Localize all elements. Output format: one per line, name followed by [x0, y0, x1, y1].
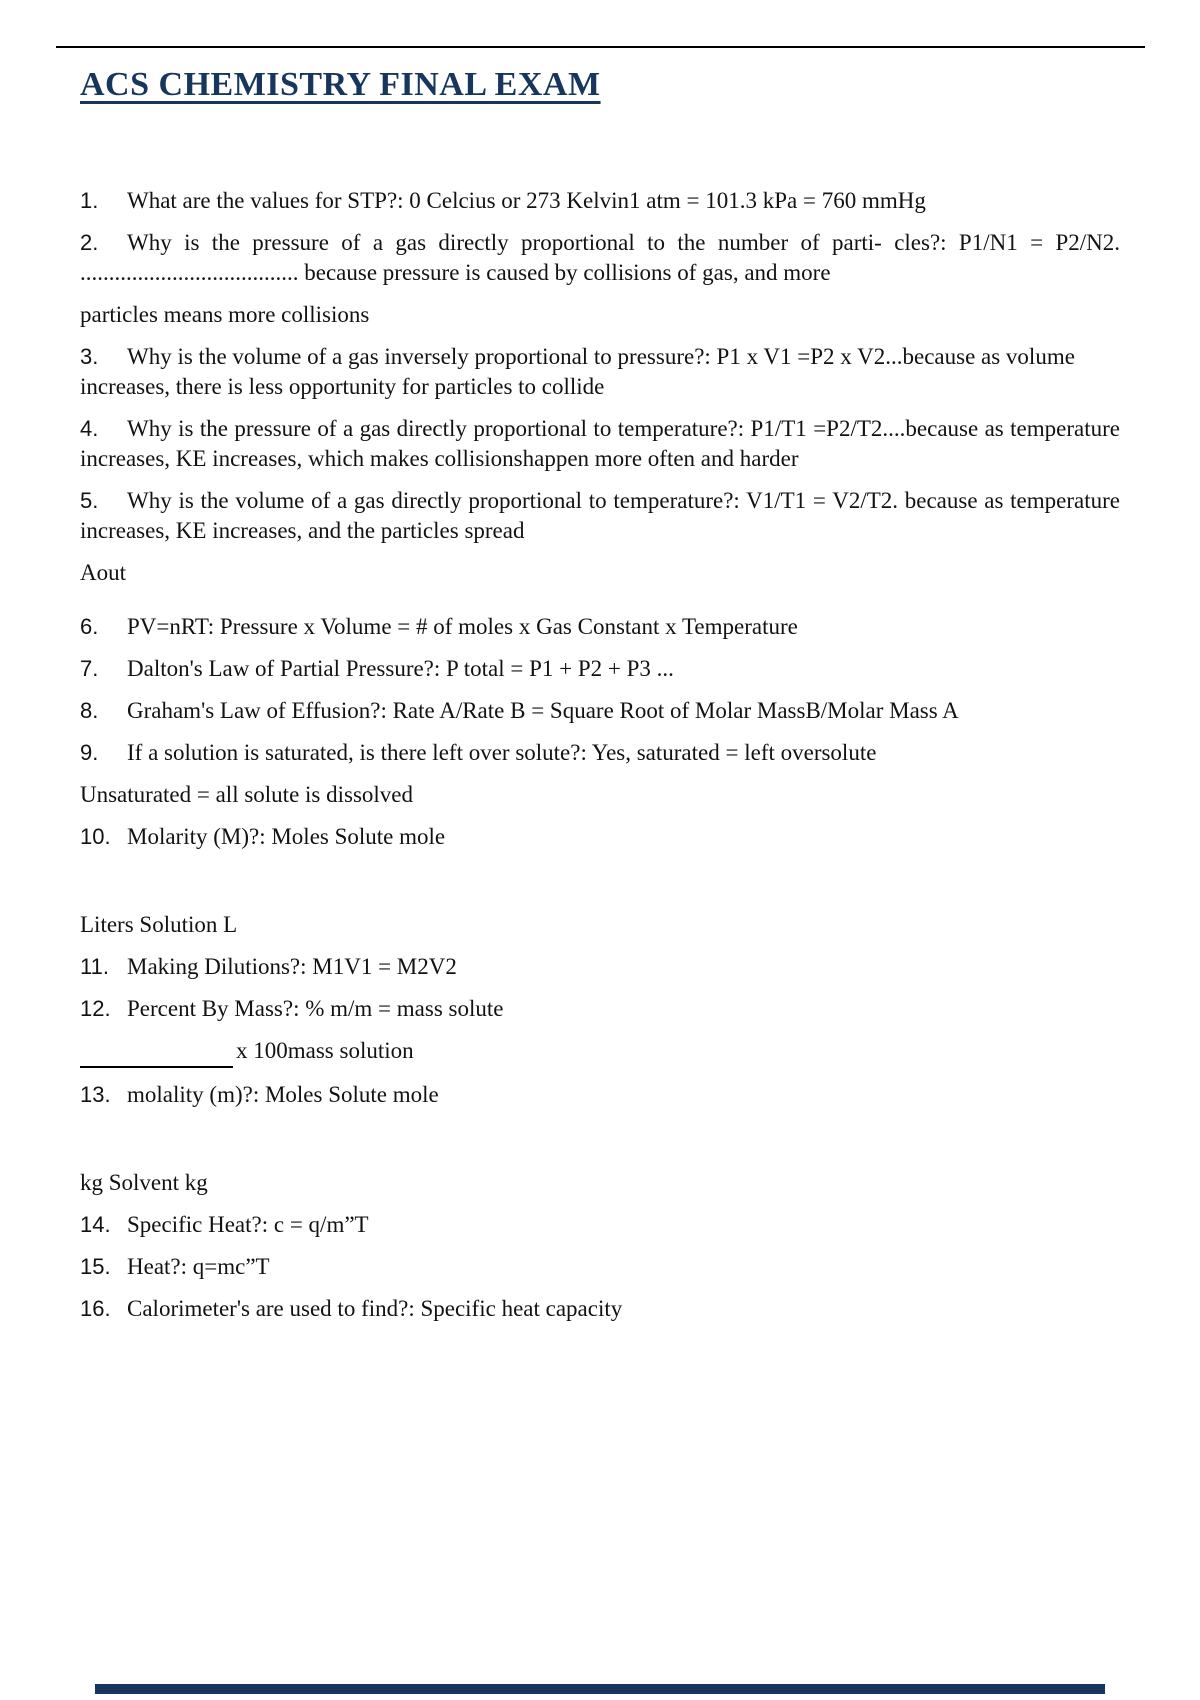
- question-item-8: [80, 696, 1120, 726]
- item-number: 3.: [80, 344, 99, 369]
- item-number: 13.: [80, 1082, 111, 1107]
- paragraph: [80, 1168, 1120, 1198]
- paragraph-text: Liters Solution L: [80, 912, 238, 937]
- item-text: Heat?: q=mc”T: [127, 1254, 270, 1279]
- question-item-10: [80, 822, 1120, 852]
- document-content: [80, 66, 1120, 1336]
- item-text: Why is the pressure of a gas directly proportional to temperature?: P1/T1 =P2/T2....because as temperature increases, KE increases, which makes collisionshappen more often and harder: [80, 416, 1120, 471]
- question-item-7: [80, 654, 1120, 684]
- question-item-4: [80, 414, 1120, 474]
- paragraph-text: Aout: [80, 560, 126, 585]
- question-item-16: [80, 1294, 1120, 1324]
- item-text: Dalton's Law of Partial Pressure?: P total = P1 + P2 + P3 ...: [127, 656, 674, 681]
- vertical-spacer: [80, 600, 1120, 612]
- paragraph: [80, 558, 1120, 588]
- item-text: Why is the volume of a gas inversely proportional to pressure?: P1 x V1 =P2 x V2...because as volume increases, there is less opportunity for particles to collide: [80, 344, 1075, 399]
- item-number: 4.: [80, 416, 99, 441]
- document-title: ACS CHEMISTRY FINAL EXAM: [80, 66, 601, 103]
- question-item-6: [80, 612, 1120, 642]
- item-text: Calorimeter's are used to find?: Specific heat capacity: [127, 1296, 623, 1321]
- item-number: 16.: [80, 1296, 111, 1321]
- item-text: Molarity (M)?: Moles Solute mole: [127, 824, 446, 849]
- item-text: What are the values for STP?: 0 Celcius or 273 Kelvin1 atm = 101.3 kPa = 760 mmHg: [127, 188, 926, 213]
- vertical-spacer: [80, 1122, 1120, 1168]
- item-text: Graham's Law of Effusion?: Rate A/Rate B = Square Root of Molar MassB/Molar Mass A: [127, 698, 959, 723]
- vertical-spacer: [80, 864, 1120, 910]
- item-text: PV=nRT: Pressure x Volume = # of moles x Gas Constant x Temperature: [127, 614, 798, 639]
- item-number: 12.: [80, 996, 111, 1021]
- paragraph-text: x 100mass solution: [236, 1038, 414, 1063]
- top-rule: [56, 46, 1145, 48]
- question-item-5: [80, 486, 1120, 546]
- question-item-13: [80, 1080, 1120, 1110]
- item-number: 10.: [80, 824, 111, 849]
- paragraph: [80, 910, 1120, 940]
- blank-underline: [80, 1036, 233, 1068]
- question-item-12: [80, 994, 1120, 1024]
- question-item-11: [80, 952, 1120, 982]
- item-number: 2.: [80, 230, 99, 255]
- item-number: 8.: [80, 698, 99, 723]
- item-number: 6.: [80, 614, 99, 639]
- question-item-1: [80, 186, 1120, 216]
- paragraph-text: Unsaturated = all solute is dissolved: [80, 782, 414, 807]
- question-item-2: [80, 228, 1120, 288]
- footer-bar: [95, 1684, 1105, 1694]
- paragraph-text: kg Solvent kg: [80, 1170, 208, 1195]
- paragraph-text: particles means more collisions: [80, 302, 370, 327]
- item-number: 14.: [80, 1212, 111, 1237]
- paragraph: [80, 780, 1120, 810]
- question-item-9: [80, 738, 1120, 768]
- item-number: 9.: [80, 740, 99, 765]
- item-text: Making Dilutions?: M1V1 = M2V2: [127, 954, 457, 979]
- item-number: 11.: [80, 954, 109, 979]
- question-item-14: [80, 1210, 1120, 1240]
- item-text: Percent By Mass?: % m/m = mass solute: [127, 996, 504, 1021]
- item-number: 15.: [80, 1254, 111, 1279]
- item-text: Why is the pressure of a gas directly proportional to the number of parti- cles?: P1/N1 = P2/N2. ...................................... because pressure is caused by collisions of gas, and more: [80, 230, 1120, 285]
- item-text: If a solution is saturated, is there left over solute?: Yes, saturated = left oversolute: [127, 740, 877, 765]
- underlined-blank-paragraph: [80, 1036, 1120, 1068]
- paragraph: [80, 300, 1120, 330]
- item-text: Specific Heat?: c = q/m”T: [127, 1212, 369, 1237]
- item-text: Why is the volume of a gas directly proportional to temperature?: V1/T1 = V2/T2. because as temperature increases, KE increases, and the particles spread: [80, 488, 1120, 543]
- item-text: molality (m)?: Moles Solute mole: [127, 1082, 439, 1107]
- question-item-15: [80, 1252, 1120, 1282]
- item-number: 1.: [80, 188, 99, 213]
- item-number: 5.: [80, 488, 99, 513]
- document-body: [80, 186, 1120, 1324]
- question-item-3: [80, 342, 1120, 402]
- item-number: 7.: [80, 656, 99, 681]
